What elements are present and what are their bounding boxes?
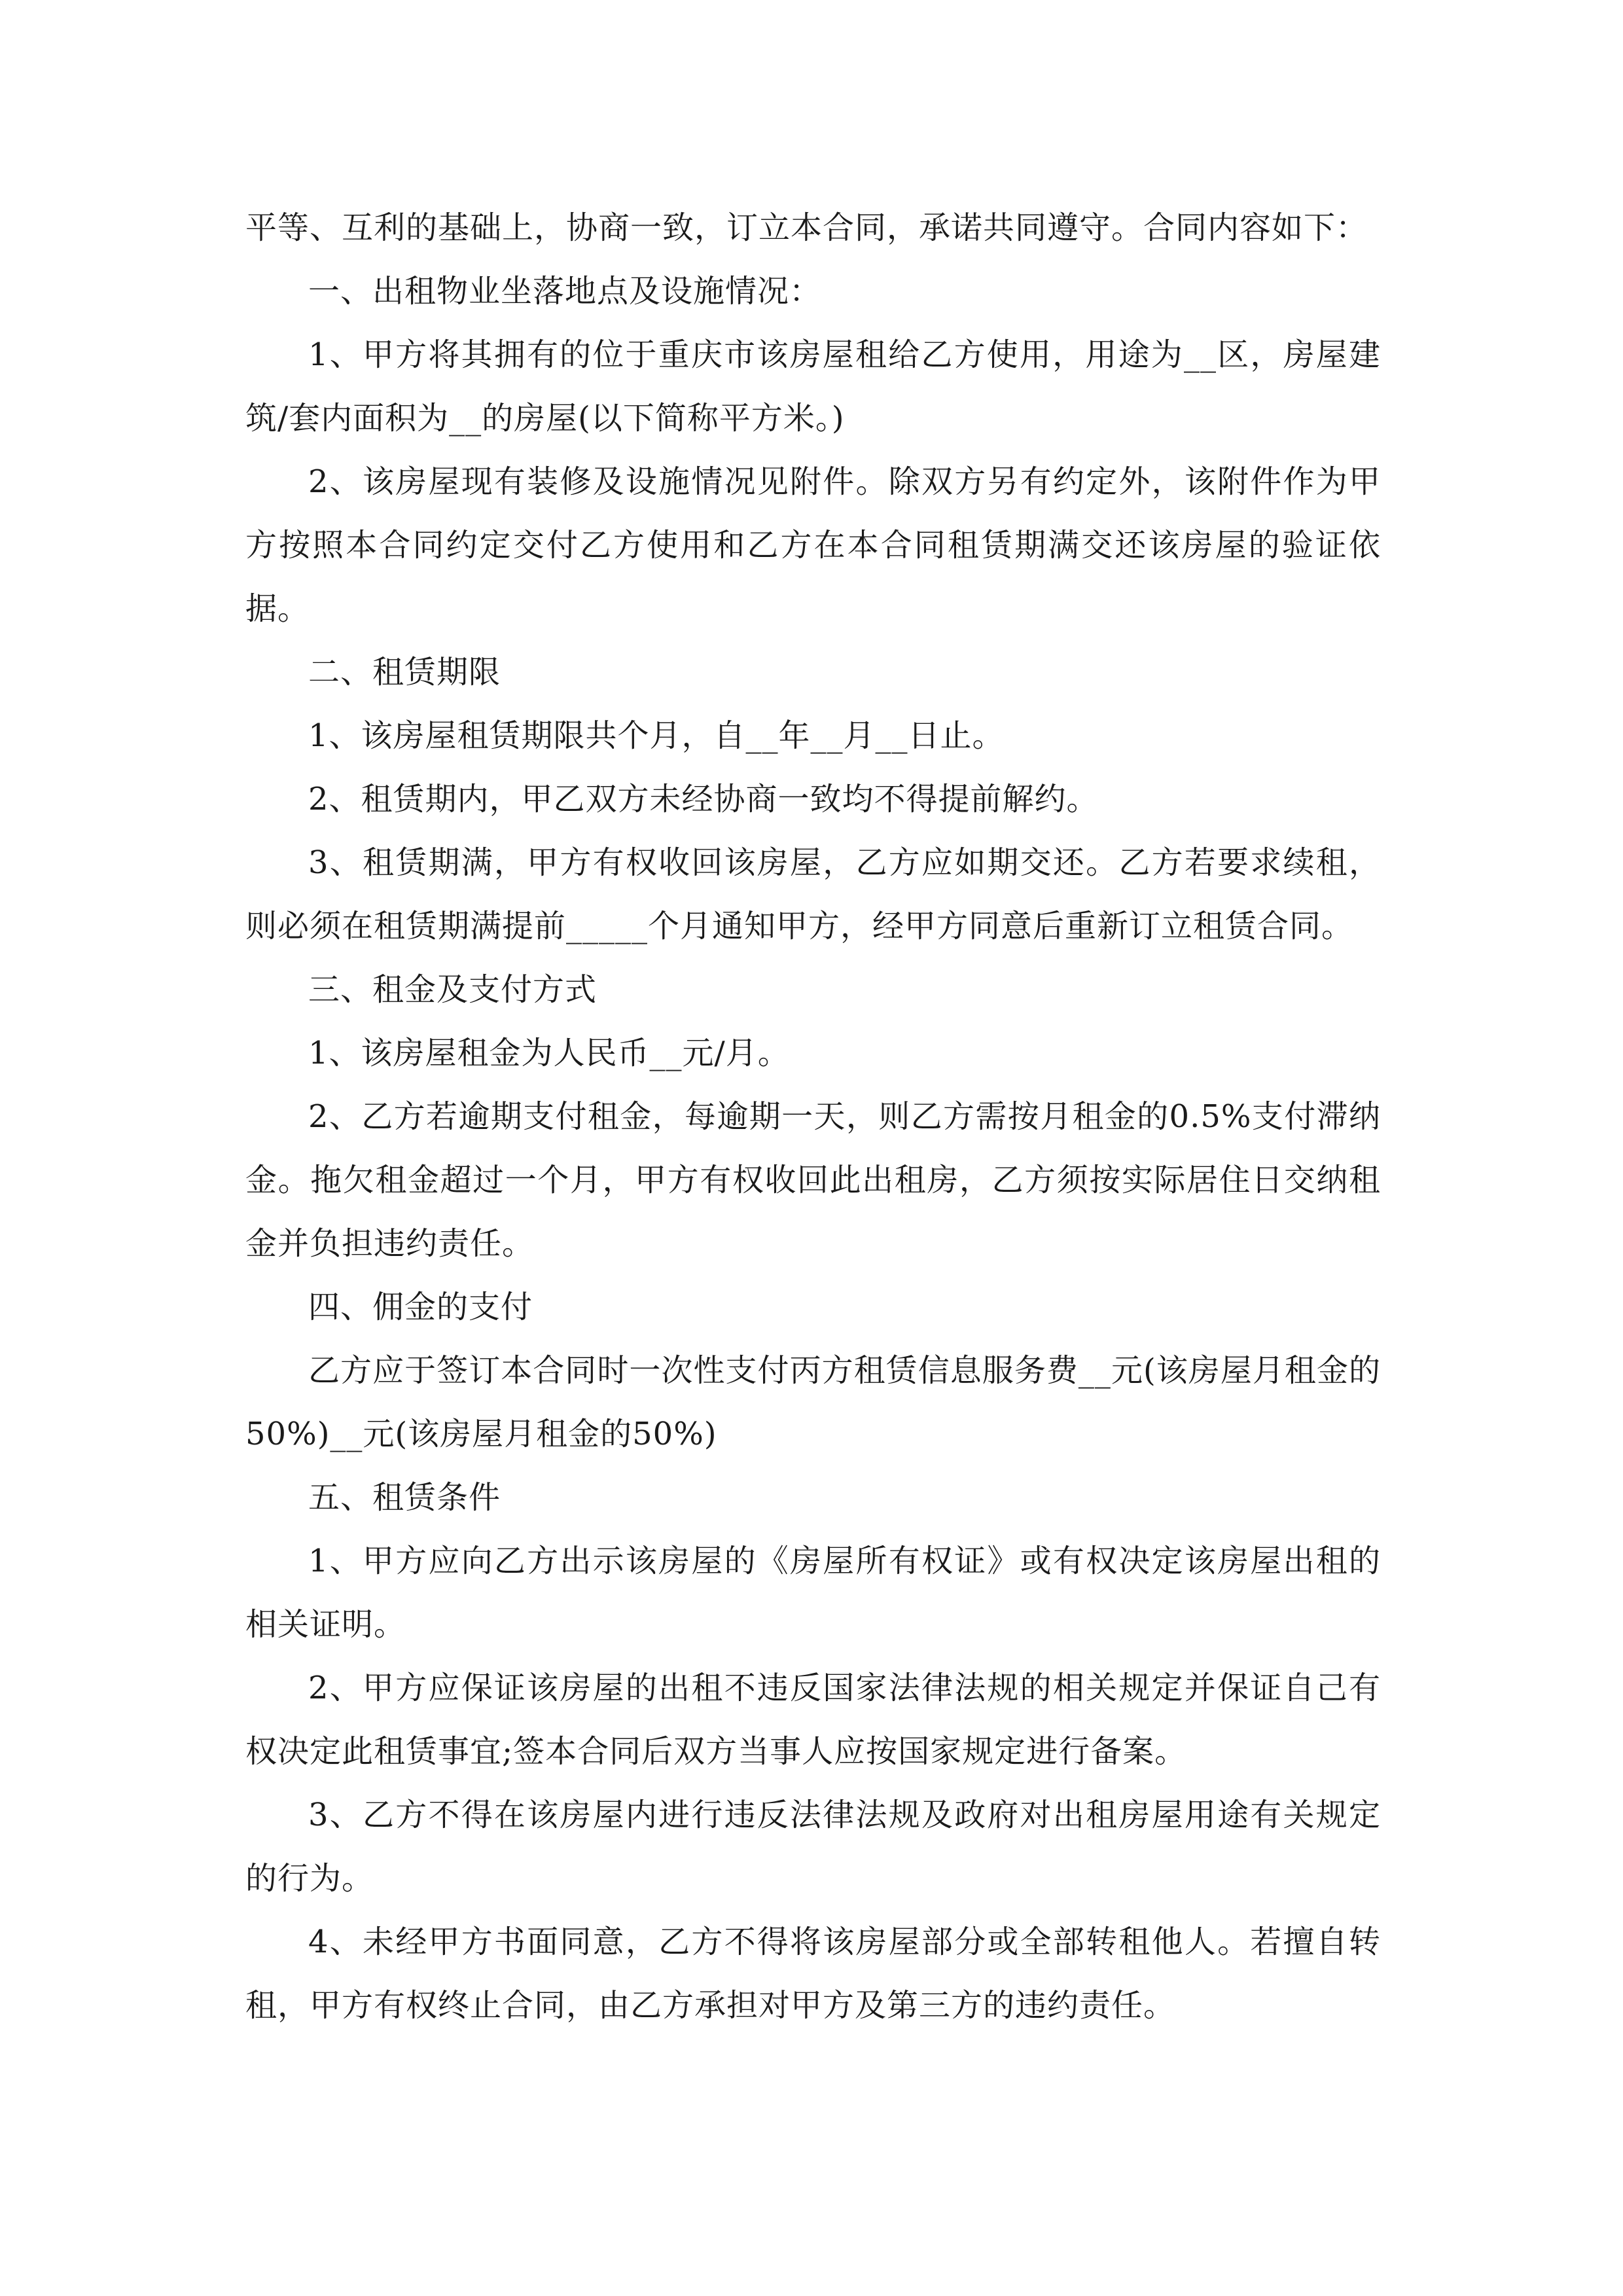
- section-heading-4: 四、佣金的支付: [308, 1289, 533, 1325]
- clause-2-3: 3、租赁期满，甲方有权收回该房屋，乙方应如期交还。乙方若要求续租，则必须在租赁期满提前_____个月通知甲方，经甲方同意后重新订立租赁合同。: [245, 844, 1381, 944]
- clause-5-2: 2、甲方应保证该房屋的出租不违反国家法律法规的相关规定并保证自己有权决定此租赁事宜;签本合同后双方当事人应按国家规定进行备案。: [245, 1670, 1381, 1770]
- clause-3-2: 2、乙方若逾期支付租金，每逾期一天，则乙方需按月租金的0.5%支付滞纳金。拖欠租金超过一个月，甲方有权收回此出租房，乙方须按实际居住日交纳租金并负担违约责任。: [245, 1098, 1381, 1262]
- paragraph-intro: 平等、互利的基础上，协商一致，订立本合同，承诺共同遵守。合同内容如下：: [245, 209, 1368, 246]
- document-body: [245, 196, 1381, 2037]
- clause-4-1: 乙方应于签订本合同时一次性支付丙方租赁信息服务费__元(该房屋月租金的50%)__元(该房屋月租金的50%): [245, 1352, 1381, 1452]
- clause-3-1: 1、该房屋租金为人民币__元/月。: [308, 1035, 790, 1071]
- section-heading-5: 五、租赁条件: [308, 1479, 501, 1516]
- clause-5-1: 1、甲方应向乙方出示该房屋的《房屋所有权证》或有权决定该房屋出租的相关证明。: [245, 1543, 1381, 1643]
- clause-5-4: 4、未经甲方书面同意，乙方不得将该房屋部分或全部转租他人。若擅自转租，甲方有权终止合同，由乙方承担对甲方及第三方的违约责任。: [245, 1924, 1381, 2024]
- clause-1-1: 1、甲方将其拥有的位于重庆市该房屋租给乙方使用，用途为__区，房屋建筑/套内面积为__的房屋(以下简称平方米。): [245, 336, 1381, 437]
- clause-2-2: 2、租赁期内，甲乙双方未经协商一致均不得提前解约。: [308, 781, 1099, 817]
- section-heading-1: 一、出租物业坐落地点及设施情况：: [308, 273, 822, 310]
- clause-5-3: 3、乙方不得在该房屋内进行违反法律法规及政府对出租房屋用途有关规定的行为。: [245, 1797, 1381, 1897]
- clause-1-2: 2、该房屋现有装修及设施情况见附件。除双方另有约定外，该附件作为甲方按照本合同约定交付乙方使用和乙方在本合同租赁期满交还该房屋的验证依据。: [245, 463, 1381, 627]
- section-heading-3: 三、租金及支付方式: [308, 971, 597, 1008]
- section-heading-2: 二、租赁期限: [308, 654, 501, 691]
- clause-2-1: 1、该房屋租赁期限共个月，自__年__月__日止。: [308, 717, 1005, 754]
